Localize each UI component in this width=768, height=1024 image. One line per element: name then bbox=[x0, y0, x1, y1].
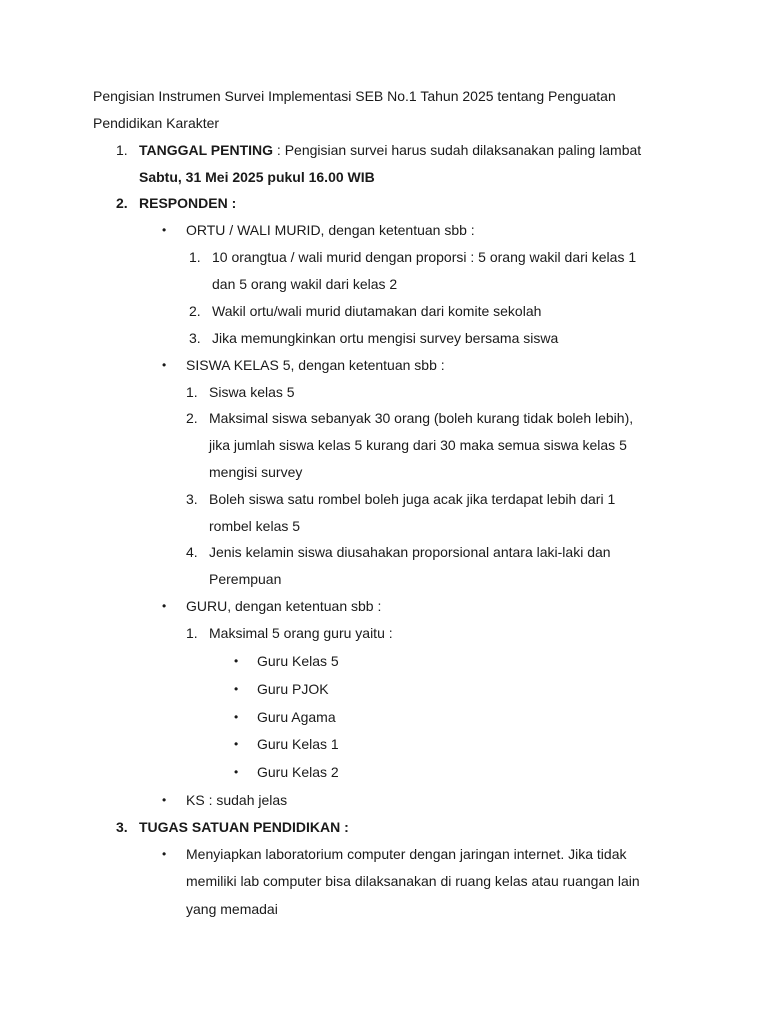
bullet-icon: • bbox=[234, 654, 239, 668]
bullet-icon: • bbox=[162, 847, 167, 861]
guru-sub-item: Guru Agama bbox=[257, 709, 336, 725]
siswa-item-4-line-1: Jenis kelamin siswa diusahakan proporsional antara laki-laki dan bbox=[209, 544, 611, 560]
section-3-heading: TUGAS SATUAN PENDIDIKAN : bbox=[139, 819, 349, 835]
bullet-icon: • bbox=[162, 223, 167, 237]
group-siswa-label: SISWA KELAS 5, dengan ketentuan sbb : bbox=[186, 357, 445, 373]
bullet-icon: • bbox=[234, 710, 239, 724]
bullet-icon: • bbox=[234, 765, 239, 779]
ortu-item-1-line-1: 10 orangtua / wali murid dengan proporsi : 5 orang wakil dari kelas 1 bbox=[212, 249, 637, 265]
ortu-item-2-line-1: Wakil ortu/wali murid diutamakan dari komite sekolah bbox=[212, 303, 542, 319]
siswa-item-4-number: 4. bbox=[186, 544, 198, 560]
ortu-item-2-number: 2. bbox=[189, 303, 201, 319]
siswa-item-3-line-2: rombel kelas 5 bbox=[209, 518, 301, 534]
guru-item-1-number: 1. bbox=[186, 625, 198, 641]
intro-line-1: Pengisian Instrumen Survei Implementasi SEB No.1 Tahun 2025 tentang Penguatan bbox=[93, 88, 616, 104]
section-1-date: Sabtu, 31 Mei 2025 pukul 16.00 WIB bbox=[139, 169, 375, 185]
group-ks-label: KS : sudah jelas bbox=[186, 792, 288, 808]
guru-sub-item: Guru Kelas 2 bbox=[257, 764, 339, 780]
section-2-number: 2. bbox=[116, 195, 128, 211]
siswa-item-1-line-1: Siswa kelas 5 bbox=[209, 384, 295, 400]
siswa-item-2-number: 2. bbox=[186, 410, 198, 426]
siswa-item-2-line-1: Maksimal siswa sebanyak 30 orang (boleh kurang tidak boleh lebih), bbox=[209, 410, 634, 426]
bullet-icon: • bbox=[162, 358, 167, 372]
tugas-line-1: Menyiapkan laboratorium computer dengan jaringan internet. Jika tidak bbox=[186, 846, 627, 862]
siswa-item-4-line-2: Perempuan bbox=[209, 571, 282, 587]
ortu-item-3-line-1: Jika memungkinkan ortu mengisi survey bersama siswa bbox=[212, 330, 559, 346]
section-3-number: 3. bbox=[116, 819, 128, 835]
ortu-item-1-number: 1. bbox=[189, 249, 201, 265]
bullet-icon: • bbox=[162, 599, 167, 613]
section-1-heading: TANGGAL PENTING bbox=[139, 142, 274, 158]
ortu-item-3-number: 3. bbox=[189, 330, 201, 346]
guru-sub-item: Guru Kelas 1 bbox=[257, 736, 339, 752]
tugas-line-3: yang memadai bbox=[186, 901, 278, 917]
bullet-icon: • bbox=[234, 737, 239, 751]
bullet-icon: • bbox=[162, 793, 167, 807]
guru-sub-item: Guru PJOK bbox=[257, 681, 329, 697]
guru-item-1-line-1: Maksimal 5 orang guru yaitu : bbox=[209, 625, 393, 641]
siswa-item-3-line-1: Boleh siswa satu rombel boleh juga acak jika terdapat lebih dari 1 bbox=[209, 491, 616, 507]
section-1-line bbox=[139, 141, 641, 159]
guru-sub-item: Guru Kelas 5 bbox=[257, 653, 339, 669]
tugas-line-2: memiliki lab computer bisa dilaksanakan di ruang kelas atau ruangan lain bbox=[186, 873, 640, 889]
ortu-item-1-line-2: dan 5 orang wakil dari kelas 2 bbox=[212, 276, 398, 292]
section-1-number: 1. bbox=[116, 142, 128, 158]
intro-line-2: Pendidikan Karakter bbox=[93, 115, 220, 131]
siswa-item-2-line-2: jika jumlah siswa kelas 5 kurang dari 30 maka semua siswa kelas 5 bbox=[209, 437, 627, 453]
section-2-heading: RESPONDEN : bbox=[139, 195, 237, 211]
group-guru-label: GURU, dengan ketentuan sbb : bbox=[186, 598, 382, 614]
group-ortu-label: ORTU / WALI MURID, dengan ketentuan sbb : bbox=[186, 222, 475, 238]
siswa-item-3-number: 3. bbox=[186, 491, 198, 507]
section-1-text: : Pengisian survei harus sudah dilaksanakan paling lambat bbox=[273, 142, 642, 158]
siswa-item-2-line-3: mengisi survey bbox=[209, 464, 303, 480]
siswa-item-1-number: 1. bbox=[186, 384, 198, 400]
bullet-icon: • bbox=[234, 682, 239, 696]
